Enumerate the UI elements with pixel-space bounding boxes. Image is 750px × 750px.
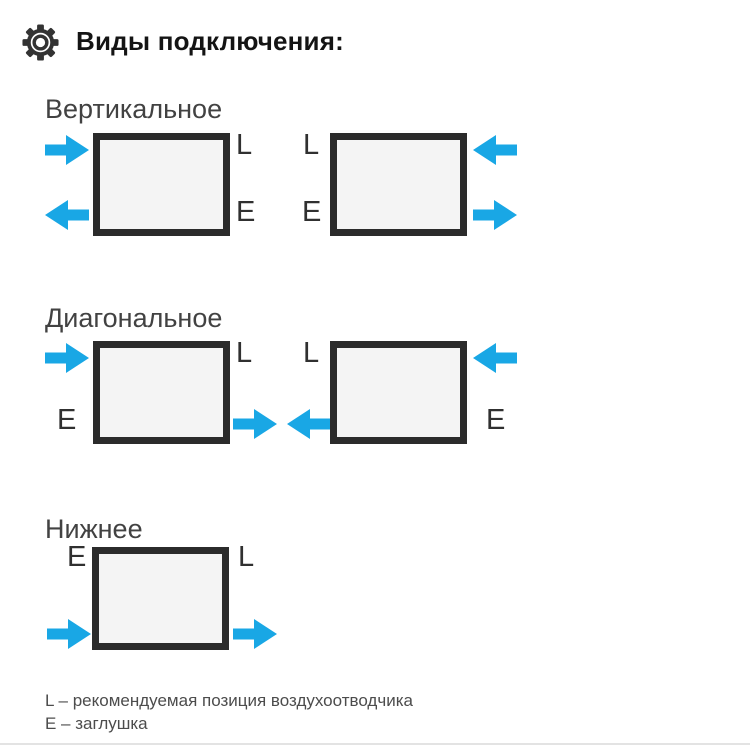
arrow-left-icon bbox=[287, 409, 331, 439]
page-title: Виды подключения: bbox=[76, 26, 344, 56]
plug-label: E bbox=[236, 196, 256, 228]
plug-label: E bbox=[57, 404, 77, 436]
air-vent-label: L bbox=[238, 541, 255, 573]
air-vent-label: L bbox=[303, 129, 320, 161]
air-vent-label: L bbox=[303, 337, 320, 369]
plug-label: E bbox=[67, 541, 87, 573]
arrow-left-icon bbox=[473, 343, 517, 373]
arrow-right-icon bbox=[233, 409, 277, 439]
radiator-box bbox=[92, 547, 229, 650]
arrow-right-icon bbox=[473, 200, 517, 230]
gear-icon bbox=[21, 23, 60, 62]
section-label-bottom: Нижнее bbox=[45, 514, 143, 544]
legend-air-vent: L – рекомендуемая позиция воздухоотводчика bbox=[45, 691, 413, 710]
arrow-right-icon bbox=[45, 343, 89, 373]
arrow-left-icon bbox=[473, 135, 517, 165]
section-label-vertical: Вертикальное bbox=[45, 94, 223, 124]
plug-label: E bbox=[302, 196, 322, 228]
radiator-box bbox=[330, 341, 467, 444]
arrow-right-icon bbox=[45, 135, 89, 165]
arrow-right-icon bbox=[233, 619, 277, 649]
bottom-divider bbox=[0, 743, 750, 745]
section-label-diagonal: Диагональное bbox=[45, 303, 223, 333]
radiator-box bbox=[93, 133, 230, 236]
legend-plug: E – заглушка bbox=[45, 714, 148, 733]
plug-label: E bbox=[486, 404, 506, 436]
radiator-box bbox=[93, 341, 230, 444]
radiator-box bbox=[330, 133, 467, 236]
arrow-right-icon bbox=[47, 619, 91, 649]
air-vent-label: L bbox=[236, 337, 253, 369]
arrow-left-icon bbox=[45, 200, 89, 230]
air-vent-label: L bbox=[236, 129, 253, 161]
